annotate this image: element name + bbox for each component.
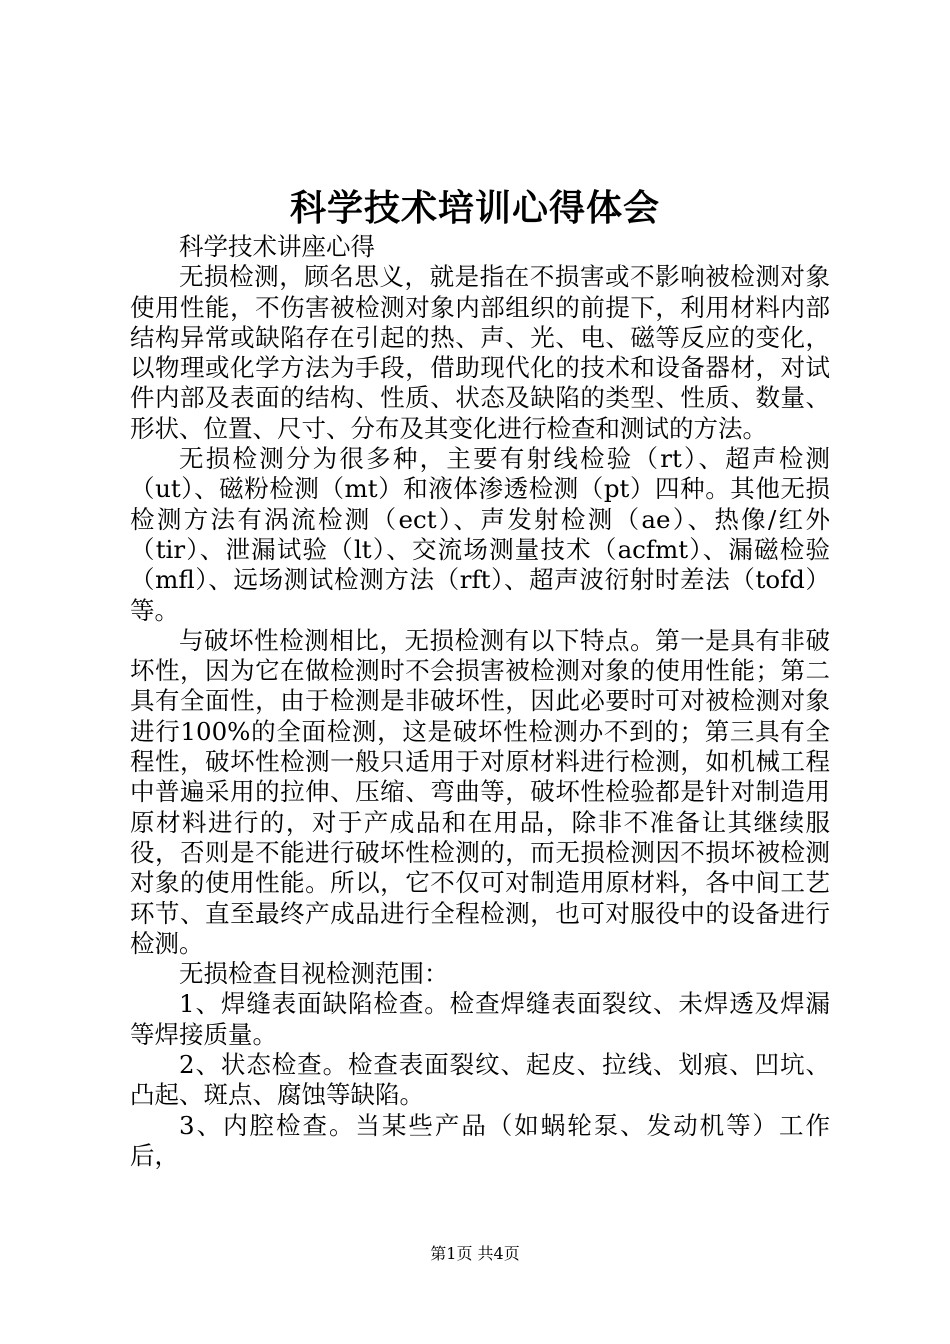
paragraph: 与破坏性检测相比，无损检测有以下特点。第一是具有非破坏性，因为它在做检测时不会损害被检测对象的使用性能；第二具有全面性，由于检测是非破坏性，因此必要时可对被检测对象进行100%的全面检测，这是破坏性检测办不到的；第三具有全程性，破坏性检测一般只适用于对原材料进行检测，如机械工程中普遍采用的拉伸、压缩、弯曲等，破坏性检验都是针对制造用原材料进行的，对于产成品和在用品，除非不准备让其继续服役，否则是不能进行破坏性检测的，而无损检测因不损坏被检测对象的使用性能。所以，它不仅可对制造用原材料，各中间工艺环节、直至最终产成品进行全程检测，也可对服役中的设备进行检测。 [130, 625, 830, 958]
paragraph: 3、内腔检查。当某些产品（如蜗轮泵、发动机等）工作后， [130, 1110, 830, 1170]
document-body [130, 232, 830, 1171]
page-footer: 第1页 共4页 [430, 1244, 520, 1263]
paragraph: 无损检查目视检测范围： [179, 959, 449, 989]
document-title: 科学技术培训心得体会 [289, 187, 660, 229]
document-subtitle: 科学技术讲座心得 [179, 232, 375, 261]
paragraph: 无损检测，顾名思义，就是指在不损害或不影响被检测对象使用性能，不伤害被检测对象内部组织的前提下，利用材料内部结构异常或缺陷存在引起的热、声、光、电、磁等反应的变化，以物理或化学方法为手段，借助现代化的技术和设备器材，对试件内部及表面的结构、性质、状态及缺陷的类型、性质、数量、形状、位置、尺寸、分布及其变化进行检查和测试的方法。 [130, 262, 830, 443]
paragraph: 1、焊缝表面缺陷检查。检查焊缝表面裂纹、未焊透及焊漏等焊接质量。 [130, 989, 830, 1049]
paragraph: 无损检测分为很多种，主要有射线检验（rt）、超声检测（ut）、磁粉检测（mt）和液体渗透检测（pt）四种。其他无损检测方法有涡流检测（ect）、声发射检测（ae）、热像/红外（tir）、泄漏试验（lt）、交流场测量技术（acfmt）、漏磁检验（mfl）、远场测试检测方法（rft）、超声波衍射时差法（tofd）等。 [130, 444, 830, 625]
paragraph: 2、状态检查。检查表面裂纹、起皮、拉线、划痕、凹坑、凸起、斑点、腐蚀等缺陷。 [130, 1050, 830, 1110]
